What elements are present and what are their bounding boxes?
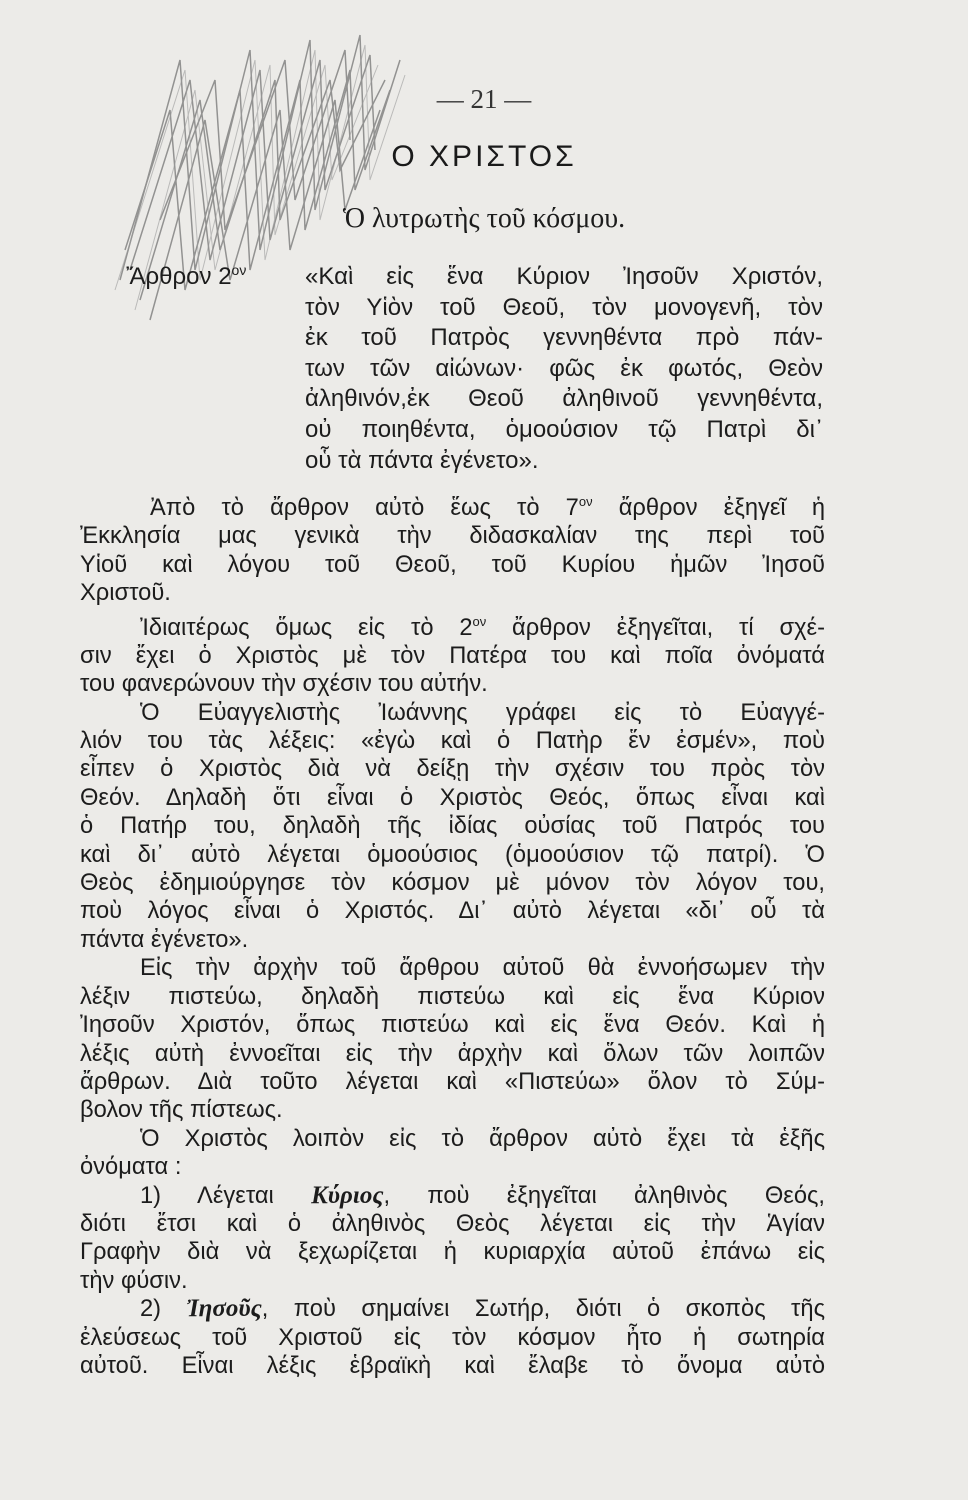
list-item-line: τὴν φύσιν. bbox=[80, 1267, 188, 1294]
creed-line: οὗ τὰ πάντα ἐγένετο». bbox=[305, 446, 539, 474]
paragraph-3-line: λιόν του τὰς λέξεις: «ἐγὼ καὶ ὁ Πατὴρ ἕν ἐσμέν», ποὺ bbox=[80, 728, 825, 755]
creed-line: των τῶν αἰώνων· φῶς ἐκ φωτός, Θεὸν bbox=[305, 354, 823, 382]
list-item-line: αὐτοῦ. Εἶναι λέξις ἑβραϊκὴ καὶ ἔλαβε τὸ ὄνομα αὐτὸ bbox=[80, 1352, 825, 1379]
page-number: — 21 — bbox=[436, 84, 532, 114]
paragraph-3-line: ποὺ λόγος εἶναι ὁ Χριστός. Δι᾽ αὐτὸ λέγεται «δι᾽ οὗ τὰ bbox=[80, 898, 825, 925]
paragraph-3-line: ὁ Πατήρ του, δηλαδὴ τῆς ἰδίας οὐσίας τοῦ Πατρός του bbox=[80, 813, 825, 840]
paragraph-4-line: λέξις αὐτὴ ἐννοεῖται εἰς τὴν ἀρχὴν καὶ ὅλων τῶν λοιπῶν bbox=[80, 1040, 825, 1067]
paragraph-4-line: ἄρθρων. Διὰ τοῦτο λέγεται καὶ «Πιστεύω» ὅλον τὸ Σύμ- bbox=[80, 1068, 825, 1095]
creed-line: τὸν Υἱὸν τοῦ Θεοῦ, τὸν μονογενῆ, τὸν bbox=[305, 293, 823, 321]
body-text bbox=[80, 488, 825, 1380]
paragraph-3-line: πάντα ἐγένετο». bbox=[80, 926, 249, 953]
paragraph-3-line: καὶ δι᾽ αὐτὸ λέγεται ὁμοούσιος (ὁμοούσιον τῷ πατρί). Ὁ bbox=[80, 841, 825, 868]
paragraph-2-line: σιν ἔχει ὁ Χριστὸς μὲ τὸν Πατέρα του καὶ ποῖα ὀνόματά bbox=[80, 642, 825, 669]
term-iesous: Ἰησοῦς bbox=[186, 1295, 262, 1323]
creed-line: ἀληθινόν,ἐκ Θεοῦ ἀληθινοῦ γεννηθέντα, bbox=[305, 385, 823, 413]
paragraph-3-line: Θεὸς ἐδημιούργησε τὸν κόσμον μὲ μόνον τὸν λόγον του, bbox=[80, 870, 825, 897]
creed-article-quote bbox=[305, 262, 823, 476]
list-item-line: ἐλεύσεως τοῦ Χριστοῦ εἰς τὸν κόσμον ἦτο ἡ σωτηρία bbox=[80, 1324, 825, 1351]
list-item-iesous: 2) Ἰησοῦς, ποὺ σημαίνει Σωτήρ, διότι ὁ σκοπὸς τῆς bbox=[140, 1295, 825, 1323]
creed-line: «Καὶ εἰς ἕνα Κύριον Ἰησοῦν Χριστόν, bbox=[305, 263, 823, 290]
page-subtitle: Ὁ λυτρωτὴς τοῦ κόσμου. bbox=[342, 203, 626, 234]
paragraph-1-line: Ἀπὸ τὸ ἄρθρον αὐτὸ ἕως τὸ $7^{o\nu}$ ἄρθρον ἐξηγεῖ ἡ bbox=[150, 494, 825, 521]
paragraph-2-line: του φανερώνουν τὴν σχέσιν του αὐτήν. bbox=[80, 671, 488, 698]
page-title: Ο ΧΡΙΣΤΟΣ bbox=[391, 140, 577, 173]
article-label: Ἄρθρον $2^{o\nu}$ bbox=[126, 262, 247, 290]
paragraph-5-line: Ὁ Χριστὸς λοιπὸν εἰς τὸ ἄρθρον αὐτὸ ἔχει τὰ ἑξῆς bbox=[140, 1125, 825, 1152]
paragraph-3-line: Ὁ Εὐαγγελιστὴς Ἰωάννης γράφει εἰς τὸ Εὐαγγέ- bbox=[140, 699, 825, 726]
paragraph-4-line: βολον τῆς πίστεως. bbox=[80, 1097, 283, 1124]
list-item-line: διότι ἔτσι καὶ ὁ ἀληθινὸς Θεὸς λέγεται εἰς τὴν Ἁγίαν bbox=[80, 1210, 825, 1237]
paragraph-4-line: λέξιν πιστεύω, δηλαδὴ πιστεύω καὶ εἰς ἕνα Κύριον bbox=[80, 983, 825, 1010]
list-item-kyrios: 1) Λέγεται Κύριος, ποὺ ἐξηγεῖται ἀληθινὸς Θεός, bbox=[140, 1181, 826, 1209]
paragraph-4-line: Ἰησοῦν Χριστόν, ὅπως πιστεύω καὶ εἰς ἕνα Θεόν. Καὶ ἡ bbox=[80, 1012, 825, 1039]
paragraph-3-line: εἶπεν ὁ Χριστὸς διὰ νὰ δείξῃ τὴν σχέσιν του πρὸς τὸν bbox=[80, 756, 825, 783]
paragraph-1-line: Ἐκκλησία μας γενικὰ τὴν διδασκαλίαν της περὶ τοῦ bbox=[80, 523, 825, 550]
term-kyrios: Κύριος bbox=[311, 1181, 384, 1209]
creed-line: ἐκ τοῦ Πατρὸς γεννηθέντα πρὸ πάν- bbox=[305, 324, 823, 352]
creed-line: οὐ ποιηθέντα, ὁμοούσιον τῷ Πατρὶ δι᾽ bbox=[305, 415, 823, 443]
paragraph-4-line: Εἰς τὴν ἀρχὴν τοῦ ἄρθρου αὐτοῦ θὰ ἐννοήσωμεν τὴν bbox=[140, 955, 825, 982]
list-item-line: Γραφὴν διὰ νὰ ξεχωρίζεται ἡ κυριαρχία αὐτοῦ ἐπάνω εἰς bbox=[80, 1239, 825, 1266]
paragraph-2-line: Ἰδιαιτέρως ὅμως εἰς τὸ $2^{o\nu}$ ἄρθρον ἐξηγεῖται, τί σχέ- bbox=[140, 613, 825, 641]
paragraph-3-line: Θεόν. Δηλαδὴ ὅτι εἶναι ὁ Χριστὸς Θεός, ὅπως εἶναι καὶ bbox=[80, 784, 825, 811]
paragraph-1-line: Υἱοῦ καὶ λόγου τοῦ Θεοῦ, τοῦ Κυρίου ἡμῶν Ἰησοῦ bbox=[80, 551, 825, 578]
paragraph-5-line: ὀνόματα : bbox=[80, 1154, 182, 1181]
paragraph-1-line: Χριστοῦ. bbox=[80, 580, 171, 607]
